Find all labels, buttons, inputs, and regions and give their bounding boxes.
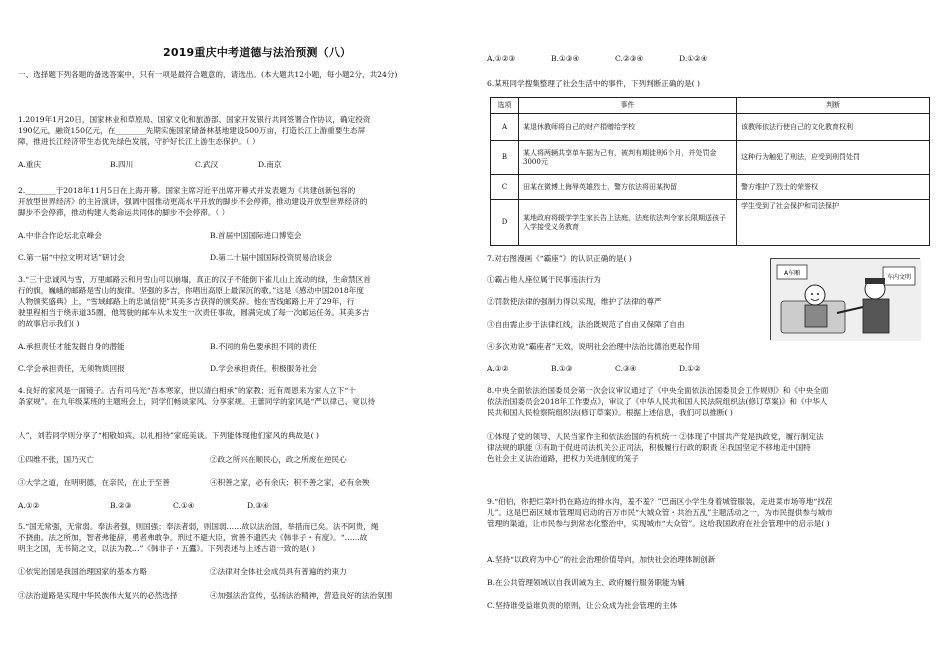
table-cell: 这种行为触犯了刑法，应受到刑罚处罚 bbox=[737, 141, 930, 175]
instructions: 一、选择题下列各题的备选答案中，只有一项是最符合题意的，请选出。(本大题共12小题，每小题2分，共24分) bbox=[18, 70, 398, 79]
q1-option-a[interactable]: A.重庆 bbox=[18, 160, 42, 169]
q7-item-1: ①霸占他人座位属于民事违法行为 bbox=[487, 275, 601, 284]
q5-option-c[interactable]: C.②③④ bbox=[615, 54, 644, 63]
table-cell: D bbox=[491, 200, 519, 246]
q7-item-4: ④多次劝说“霸座者”无效，说明社会治理中法治比德治更起作用 bbox=[487, 342, 700, 351]
q7-item-2: ②罚款使法律的强制力得以实现，维护了法律的尊严 bbox=[487, 297, 662, 306]
table-cell: 某人将两辆共享单车据为己有，被判有期徒刑6个月，并处罚金3000元 bbox=[519, 141, 737, 175]
q7-item-3: ③自由需止步于法律红线，法治既规范了自由又保障了自由 bbox=[487, 320, 685, 329]
cartoon-sign-right: 车内文明 bbox=[886, 274, 912, 281]
table-row[interactable] bbox=[491, 114, 930, 141]
q9-option-a[interactable]: A.坚持“以政府为中心”的社会治理价值导向，加快社会治理体制创新 bbox=[487, 555, 716, 564]
q5-item-1: ①依宪治国是我国治理国家的基本方略 bbox=[18, 567, 148, 576]
cartoon-sign-left: A车厢 bbox=[783, 270, 801, 277]
table-cell: A bbox=[491, 114, 519, 141]
table-cell: 学生受到了社会保护和司法保护 bbox=[737, 200, 930, 246]
q7-option-d[interactable]: D.①② bbox=[679, 364, 701, 373]
q3-stem-line: 的故事启示我们( ) bbox=[18, 319, 80, 328]
q4-option-a[interactable]: A.①② bbox=[18, 501, 40, 510]
q5-stem-line: 不挠曲。法之所加，智者弗能辞，勇者弗敢争。刑过不避大臣，赏善不遗匹夫《韩非子・有度》。“……故 bbox=[18, 533, 368, 542]
q3-stem-line: 驶里程相当于绕赤道35圈，他驾驶的邮车从未发生一次责任事故，圆满完成了每一次邮运任务。其美多吉 bbox=[18, 308, 370, 317]
cartoon-illustration bbox=[771, 259, 921, 341]
q4-stem-line: 条家规”。在九年级某班的主题班会上，同学们畅谈家风、分享家规。王蕾同学的家风是“严以律己、宽以待 bbox=[18, 397, 376, 406]
q1-stem-line: 1.2019年1月20日，国家林业和草原局、国家文化和旅游部、国家开发银行共同签署合作协议，确定投资 bbox=[18, 115, 371, 124]
table-cell: B bbox=[491, 141, 519, 175]
q4-option-b[interactable]: B.②③ bbox=[110, 501, 132, 510]
q4-stem-line: 人”，刘若同学则分享了“相敬如宾、以礼相待”家庭美谈。下列能体现他们家风的典故是( ) bbox=[18, 431, 319, 440]
q9-option-b[interactable]: B.在公共管理领域以自我训诫为主、政府履行服务职能为辅 bbox=[487, 578, 685, 587]
table-header-row bbox=[491, 98, 930, 114]
q3-option-b[interactable]: B.不同的角色要承担不同的责任 bbox=[210, 342, 317, 351]
q7-option-c[interactable]: C.③④ bbox=[615, 364, 637, 373]
q6-table bbox=[490, 97, 930, 246]
q1-stem-line: 190亿元，融资150亿元，在________先期实施国家储备林基地建设500万亩，打造长江上游重要生态屏 bbox=[18, 126, 366, 135]
q5-option-b[interactable]: B.①③④ bbox=[551, 54, 580, 63]
q5-option-a[interactable]: A.①②③ bbox=[487, 54, 516, 63]
q3-stem-line: 行的旗，巍峨的邮路是雪山的旋律。坚强的多吉，你唱出高原上最深沉的歌。”这是《感动中国2018年度 bbox=[18, 286, 364, 295]
q5-item-2: ②法律对全体社会成员具有普遍的约束力 bbox=[210, 567, 347, 576]
q2-stem-line: 脚步不会停滞，推动构建人类命运共同体的脚步不会停滞。（ ） bbox=[18, 208, 230, 217]
q7-stem: 7.对右图漫画《“霸座”》的认识正确的是( ) bbox=[487, 254, 632, 263]
q2-option-d[interactable]: D.第二十届中国国际投资贸易洽谈会 bbox=[210, 253, 333, 262]
table-cell: 某退休教师将自己的财产捐赠给学校 bbox=[519, 114, 737, 141]
table-header: 事件 bbox=[519, 98, 737, 114]
q1-option-d[interactable]: D.南京 bbox=[258, 160, 282, 169]
q9-stem-line: 管理的渠道，让市民参与到常态化整治中，实现城市“大众管”。这给我国政府在社会管理中的启示是( ) bbox=[487, 519, 830, 528]
q8-stem-line: 依法治国委员会2018年工作要点》，审议了《中华人民共和国人民法院组织法(修订草案)》和《中华人 bbox=[487, 397, 828, 406]
q4-option-d[interactable]: D.③④ bbox=[247, 501, 269, 510]
q8-stem-line: 8.中央全面依法治国委员会第一次会议审议通过了《中央全面依法治国委员会工作规则》和《中央全面 bbox=[487, 386, 829, 395]
q1-option-c[interactable]: C.武汉 bbox=[195, 160, 219, 169]
q9-stem-line: 儿”。这是巴南区城市管理局启动的百万市民“大城众管・共治五乱”主题活动之一，为市民提供参与城市 bbox=[487, 508, 833, 517]
q4-stem-line: 4.良好的家风是一面镜子。古有司马光“吾本寒家，世以清白相承”的家教；近有周恩来为家人立下“十 bbox=[18, 386, 356, 395]
q7-option-b[interactable]: B.①③ bbox=[551, 364, 573, 373]
page-title: 2019重庆中考道德与法治预测（八） bbox=[163, 46, 352, 59]
q5-stem-line: 5.“国无常强，无常弱。奉法者强，则国强；奉法者弱，则国弱……故以法治国，举措而已矣。法不阿贵，绳 bbox=[18, 522, 379, 531]
q3-option-a[interactable]: A.承担责任才能发掘自身的潜能 bbox=[18, 342, 125, 351]
q1-option-b[interactable]: B.四川 bbox=[110, 160, 134, 169]
table-header: 选项 bbox=[491, 98, 519, 114]
q5-item-3: ③法治道路是实现中华民族伟大复兴的必然选择 bbox=[18, 591, 178, 600]
q4-item-1: ①四维不张，国乃灭亡 bbox=[18, 455, 94, 464]
q2-option-a[interactable]: A.中非合作论坛北京峰会 bbox=[18, 231, 102, 240]
q8-stem-line: 民共和国人民检察院组织法(修订草案)》。根据上述信息，我们可以推断( ) bbox=[487, 408, 733, 417]
q2-option-b[interactable]: B.首届中国国际进口博览会 bbox=[210, 231, 302, 240]
q3-stem-line: 人物颁奖盛典》上，“雪域邮路上的忠诚信使”其美多吉获得的颁奖辞。他在雪线邮路上开了29年，行 bbox=[18, 297, 355, 306]
q4-item-2: ②政之所兴在顺民心，政之所废在逆民心 bbox=[210, 455, 347, 464]
table-row[interactable] bbox=[491, 200, 930, 246]
table-cell: 田某在微博上侮辱英雄烈士，警方依法将田某拘留 bbox=[519, 175, 737, 200]
q4-item-3: ③大学之道，在明明德，在亲民，在止于至善 bbox=[18, 478, 170, 487]
q9-stem-line: 9.“伯伯，你把烂菜叶扔在路边的排水沟，羞不羞？”巴南区小学生身着城管服装，走进菜市场等地“找茬 bbox=[487, 497, 833, 506]
table-cell: 某地政府将辍学学生家长告上法庭，法庭依法判令家长限期送孩子入学接受义务教育 bbox=[519, 200, 737, 246]
q4-option-c[interactable]: C.①④ bbox=[173, 501, 195, 510]
q3-option-d[interactable]: D.学会承担责任，积极服务社会 bbox=[210, 364, 317, 373]
q5-stem-line: 明主之国，无书简之文，以法为教…”《韩非子・五蠹》。下列表述与上述古语一致的是( ) bbox=[18, 544, 315, 553]
q8-items-line: ①体现了党的领导、人民当家作主和依法治国的有机统一 ②体现了中国共产党是执政党，履行制定法 bbox=[487, 432, 824, 441]
q3-stem-line: 3.“三十忠诚风与雪，万里邮路云和月雪山可以崩塌，真正的汉子不能倒下雀儿山上流动的绿，生命禁区首 bbox=[18, 275, 371, 284]
q3-option-c[interactable]: C.学会承担责任，无须物质回报 bbox=[18, 364, 125, 373]
q8-items-line: 律法规的职能 ③有助于促进司法机关公正司法，积极履行行政的职责 ④我国坚定不移地走中国特 bbox=[487, 443, 811, 452]
q2-stem-line: 2.________于2018年11月5日在上海开幕。国家主席习近平出席开幕式并发表题为《共建创新包容的 bbox=[18, 186, 356, 195]
q5-item-4: ④加强法治宣传，弘扬法治精神，营造良好的法治氛围 bbox=[210, 591, 393, 600]
q8-items-line: 色社会主义法治道路，把权力关进制度的笼子 bbox=[487, 454, 639, 463]
q6-stem: 6.某班同学搜集整理了社会生活中的事件，下列判断正确的是( ) bbox=[487, 79, 701, 88]
q2-stem-line: 开放型世界经济》的主旨演讲，强调中国推动更高水平开放的脚步不会停滞，推动建设开放型世界经济的 bbox=[18, 197, 368, 206]
table-row[interactable] bbox=[491, 141, 930, 175]
table-cell: 警方维护了烈士的荣誉权 bbox=[737, 175, 930, 200]
q7-option-a[interactable]: A.①② bbox=[487, 364, 509, 373]
q4-item-4: ④积善之家，必有余庆；积不善之家，必有余殃 bbox=[210, 478, 370, 487]
q9-option-c[interactable]: C.坚持谁受益谁负责的原则，让公众成为社会管理的主体 bbox=[487, 601, 678, 610]
q2-option-c[interactable]: C.第一届“中拉文明对话”研讨会 bbox=[18, 253, 125, 262]
q5-option-d[interactable]: D.①②④ bbox=[679, 54, 708, 63]
table-cell: 该教师依法行使自己的文化教育权利 bbox=[737, 114, 930, 141]
table-row[interactable] bbox=[491, 175, 930, 200]
table-header: 判断 bbox=[737, 98, 930, 114]
bazuo-cartoon-image bbox=[770, 258, 920, 340]
q1-stem-line: 障，推进长江经济带生态优先绿色发展，守护好长江上游生态保护。（ ） bbox=[18, 137, 260, 146]
table-cell: C bbox=[491, 175, 519, 200]
